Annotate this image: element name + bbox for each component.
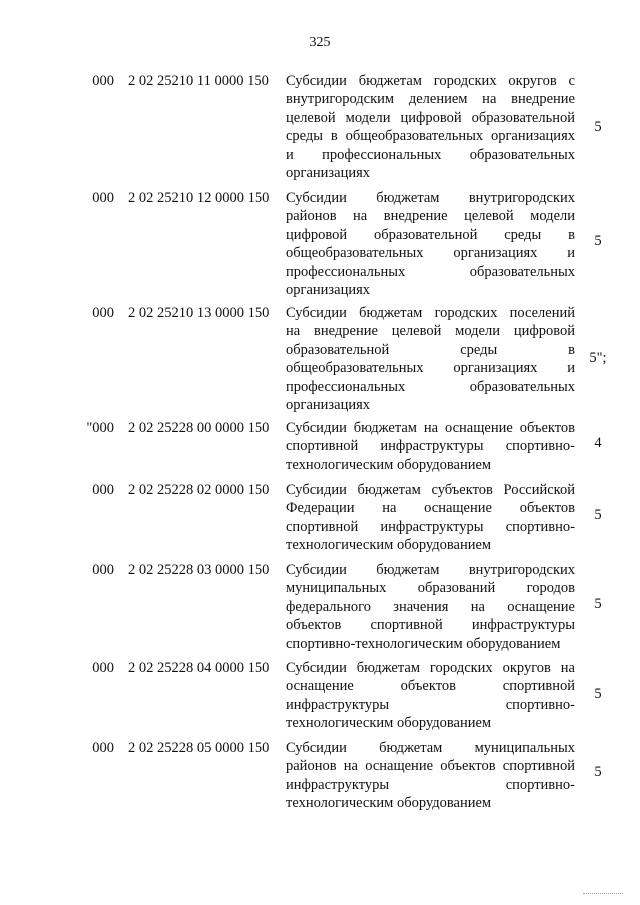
description-line: Федерации на оснащение объектов (286, 500, 575, 517)
description-line: Субсидии бюджетам муниципальных (286, 740, 575, 756)
description-line: и профессиональных образовательных (286, 146, 575, 163)
normative-value: 5 (594, 233, 602, 249)
normative-value: 4 (594, 435, 602, 451)
normative-value: 5 (594, 764, 602, 780)
description-line: организациях (286, 282, 371, 299)
admin-code: "000 (86, 420, 114, 436)
description-line: Субсидии бюджетам на оснащение объектов (286, 420, 575, 436)
budget-code: 2 02 25210 12 0000 150 (128, 190, 270, 206)
bottom-edge-mark (583, 893, 623, 896)
admin-code: 000 (92, 740, 114, 756)
description-line: районов на оснащение объектов спортивной (286, 758, 575, 775)
description-line: оснащение объектов спортивной (286, 678, 575, 695)
description-line: технологическим оборудованием (286, 795, 492, 812)
budget-code: 2 02 25228 00 0000 150 (128, 420, 270, 436)
description-line: спортивной инфраструктуры спортивно- (286, 438, 575, 455)
page-number: 325 (309, 35, 331, 50)
description-line: объектов спортивной инфраструктуры (286, 617, 575, 634)
budget-code: 2 02 25210 13 0000 150 (128, 305, 270, 321)
income-description (286, 561, 575, 653)
description-line: районов на внедрение целевой модели (286, 208, 575, 225)
description-line: Субсидии бюджетам городских округов на (286, 660, 575, 676)
admin-code: 000 (92, 305, 114, 321)
description-line: технологическим оборудованием (286, 456, 492, 473)
description-line: инфраструктуры спортивно- (286, 696, 575, 713)
description-line: образовательной среды в (286, 341, 575, 358)
description-line: федерального значения на оснащение (286, 598, 575, 615)
description-line: среды в общеобразовательных организациях (286, 128, 575, 145)
budget-code: 2 02 25228 04 0000 150 (128, 660, 270, 676)
admin-code: 000 (92, 482, 114, 498)
description-line: спортивной инфраструктуры спортивно- (286, 518, 575, 535)
description-line: целевой модели цифровой образовательной (286, 109, 575, 126)
normative-value: 5 (594, 686, 602, 702)
income-description (286, 481, 575, 555)
normative-value: 5 (594, 507, 602, 523)
admin-code: 000 (92, 73, 114, 89)
description-line: организациях (286, 397, 371, 414)
income-description (286, 304, 575, 414)
description-line: спортивно-технологическим оборудованием (286, 635, 561, 652)
description-line: Субсидии бюджетам внутригородских (286, 190, 575, 206)
description-line: профессиональных образовательных (286, 378, 575, 395)
income-description (286, 419, 575, 474)
description-line: на внедрение целевой модели цифровой (286, 323, 575, 340)
budget-code: 2 02 25228 02 0000 150 (128, 482, 270, 498)
description-line: муниципальных образований городов (286, 580, 575, 597)
normative-value: 5 (594, 119, 602, 135)
description-line: технологическим оборудованием (286, 537, 492, 554)
description-line: Субсидии бюджетам субъектов Российской (286, 482, 575, 498)
income-description (286, 72, 575, 182)
description-line: Субсидии бюджетам внутригородских (286, 562, 575, 578)
description-line: цифровой образовательной среды в (286, 226, 575, 243)
income-description (286, 659, 575, 733)
normative-value: 5 (594, 596, 602, 612)
description-line: профессиональных образовательных (286, 263, 575, 280)
description-line: Субсидии бюджетам городских округов с (286, 73, 575, 89)
budget-code: 2 02 25228 05 0000 150 (128, 740, 270, 756)
admin-code: 000 (92, 190, 114, 206)
description-line: Субсидии бюджетам городских поселений (286, 305, 575, 321)
description-line: технологическим оборудованием (286, 715, 492, 732)
normative-value: 5"; (589, 350, 607, 366)
description-line: внутригородским делением на внедрение (286, 91, 575, 108)
budget-code: 2 02 25210 11 0000 150 (128, 73, 269, 89)
budget-code: 2 02 25228 03 0000 150 (128, 562, 270, 578)
description-line: инфраструктуры спортивно- (286, 776, 575, 793)
description-line: общеобразовательных организациях и (286, 245, 575, 262)
admin-code: 000 (92, 562, 114, 578)
income-description (286, 189, 575, 299)
admin-code: 000 (92, 660, 114, 676)
income-description (286, 739, 575, 813)
description-line: общеобразовательных организациях и (286, 360, 575, 377)
description-line: организациях (286, 165, 371, 182)
